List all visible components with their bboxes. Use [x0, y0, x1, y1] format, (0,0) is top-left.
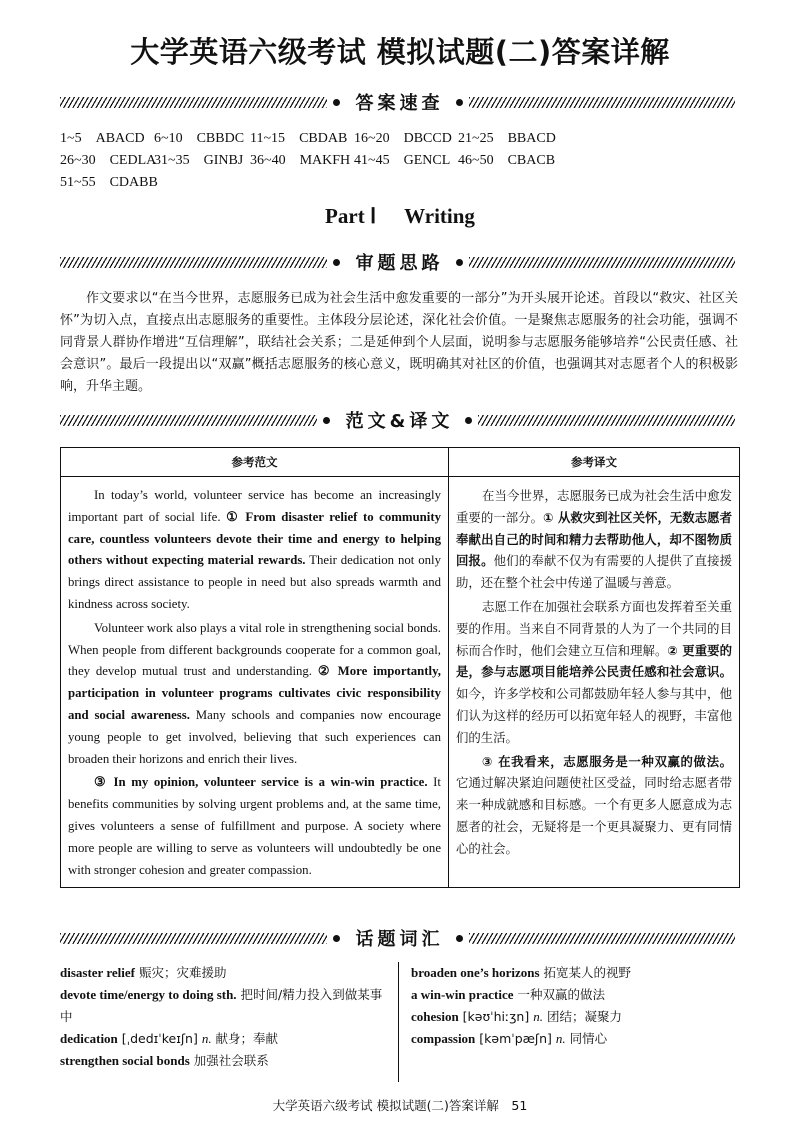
bullet-dot — [465, 417, 472, 424]
vocab-meaning: 拓宽某人的视野 — [539, 965, 632, 980]
bullet-dot — [333, 935, 340, 942]
question-range: 6~10 — [154, 131, 183, 146]
answer-row — [60, 150, 750, 172]
part-label: Part Ⅰ — [325, 204, 377, 228]
answer-group — [60, 172, 158, 194]
answer-row — [60, 128, 750, 150]
vocab-list — [60, 962, 740, 1082]
question-range: 51~55 — [60, 175, 96, 190]
bullet-dot — [323, 417, 330, 424]
translation-paragraph: 在当今世界，志愿服务已成为社会生活中愈发重要的一部分。① 从救灾到社区关怀，无数志愿者奉献出自己的时间和精力去帮助他人，却不图物质回报。他们的奉献不仅为有需要的人提供了直接援助，还在整个社会中传递了温暖与善意。 — [456, 488, 733, 591]
analysis-paragraph: 作文要求以“在当今世界，志愿服务已成为社会生活中愈发重要的一部分”为开头展开论述。首段以“救灾、社区关怀”为切入点，直接点出志愿服务的重要性。主体段分层论述，深化社会价值。一是聚焦志愿服务的社会功能，强调不同背景人群协作增进“互信理解”，联结社会关系；二是延伸到个人层面，说明参与志愿服务能够培养“公民责任感、社会意识”。最后一段提出以“双赢”概括志愿服务的核心意义，既明确其对社区的价值，也强调其对志愿者个人的积极影响，升华主题。 — [60, 291, 738, 394]
answer-group — [154, 150, 250, 172]
answer-letters: CEDLA — [109, 153, 157, 168]
analysis-heading — [60, 250, 735, 274]
question-range: 41~45 — [354, 153, 390, 168]
essay-table — [60, 447, 740, 888]
hatch-left — [60, 257, 327, 268]
vocab-term: a win-win practice — [411, 987, 514, 1002]
part-name: Writing — [404, 204, 475, 228]
answer-group — [250, 150, 354, 172]
vocab-phonetic: [kəʊˈhiːʒn] — [458, 1009, 534, 1024]
answer-letters: CBBDC — [196, 131, 245, 146]
answer-key-heading — [60, 90, 735, 114]
essay-paragraph: In today’s world, volunteer service has become an increasingly important part of social life. ① From disaster relief to community care, countless volunteers devote their time and energy to helping others without expecting material rewards. Their dedication not only brings direct assistance to people in need but also spreads warmth and kindness across society. — [68, 488, 441, 611]
vocab-part-of-speech: n. — [533, 1009, 543, 1024]
question-range: 26~30 — [60, 153, 96, 168]
question-range: 16~20 — [354, 131, 390, 146]
vocab-term: cohesion — [411, 1009, 459, 1024]
vocab-term: disaster relief — [60, 965, 135, 980]
answer-group — [354, 128, 458, 150]
question-range: 31~35 — [154, 153, 190, 168]
vocab-column-left — [60, 962, 399, 1082]
answer-grid — [60, 128, 750, 194]
vocab-entry — [60, 984, 390, 1028]
vocab-column-right — [399, 962, 731, 1082]
bullet-dot — [333, 259, 340, 266]
page-footer: 大学英语六级考试 模拟试题(二)答案详解 51 — [272, 1098, 528, 1113]
bullet-dot — [456, 935, 463, 942]
vocab-entry — [411, 1028, 731, 1050]
hatch-left — [60, 415, 317, 426]
essay-column-header-zh: 参考译文 — [449, 448, 740, 477]
answer-group — [250, 128, 354, 150]
essay-title: 范文&译文 — [345, 411, 454, 432]
vocab-meaning: 把时间/精力投入到做某事中 — [60, 987, 383, 1024]
question-range: 46~50 — [458, 153, 494, 168]
question-range: 36~40 — [250, 153, 286, 168]
vocab-title: 话题词汇 — [355, 929, 444, 950]
answer-letters: ABACD — [95, 131, 145, 146]
question-range: 11~15 — [250, 131, 286, 146]
essay-paragraph: Volunteer work also plays a vital role in strengthening social bonds. When people from different backgrounds cooperate for a common goal, they develop mutual trust and understanding. ② More importantly, participation in volunteer programs cultivates civic responsibility and social awareness. Many schools and companies now encourage young people to get involved, believing that such experiences can broaden their horizons and enrich their lives. — [68, 620, 441, 766]
vocab-meaning: 一种双赢的做法 — [513, 987, 606, 1002]
answer-letters: GENCL — [403, 153, 451, 168]
hatch-right — [478, 415, 735, 426]
vocab-entry — [60, 1028, 390, 1050]
hatch-right — [469, 97, 736, 108]
essay-paragraph: ③ In my opinion, volunteer service is a win-win practice. It benefits communities by solving urgent problems and, at the same time, gives volunteers a sense of fulfillment and purpose. A society where more people are willing to serve as volunteers will undoubtedly be one with stronger cohesion and greater compassion. — [68, 775, 441, 877]
vocab-term: broaden one’s horizons — [411, 965, 540, 980]
analysis-title: 审题思路 — [355, 253, 444, 274]
answer-group — [154, 128, 250, 150]
vocab-term: compassion — [411, 1031, 476, 1046]
answer-letters: CBACB — [507, 153, 556, 168]
answer-letters: CBDAB — [299, 131, 348, 146]
vocab-entry — [411, 1006, 731, 1028]
answer-group — [60, 150, 157, 172]
chinese-translation-cell — [449, 477, 740, 888]
vocab-entry — [60, 1050, 390, 1072]
hatch-left — [60, 933, 327, 944]
essay-column-header-en: 参考范文 — [61, 448, 449, 477]
hatch-right — [469, 933, 736, 944]
essay-heading — [60, 408, 735, 432]
vocab-meaning: 加强社会联系 — [189, 1053, 269, 1068]
bullet-dot — [456, 99, 463, 106]
answer-group — [60, 128, 154, 150]
vocab-heading — [60, 926, 735, 950]
bullet-dot — [456, 259, 463, 266]
answer-letters: BBACD — [507, 131, 556, 146]
question-range: 21~25 — [458, 131, 494, 146]
vocab-meaning: 献身；奉献 — [211, 1031, 279, 1046]
vocab-phonetic: [ˌdedɪˈkeɪʃn] — [117, 1031, 202, 1046]
answer-letters: GINBJ — [203, 153, 244, 168]
answer-letters: MAKFH — [299, 153, 351, 168]
vocab-entry — [411, 962, 731, 984]
question-range: 1~5 — [60, 131, 82, 146]
page-title: 大学英语六级考试 模拟试题(二)答案详解 — [130, 35, 670, 69]
answer-key-title: 答案速查 — [355, 93, 444, 114]
vocab-entry — [60, 962, 390, 984]
vocab-term: strengthen social bonds — [60, 1053, 190, 1068]
vocab-part-of-speech: n. — [555, 1031, 566, 1046]
vocab-entry — [411, 984, 731, 1006]
bullet-dot — [333, 99, 340, 106]
answer-letters: DBCCD — [403, 131, 452, 146]
vocab-part-of-speech: n. — [201, 1031, 212, 1046]
answer-group — [458, 150, 558, 172]
answer-group — [458, 128, 558, 150]
vocab-meaning: 同情心 — [565, 1031, 608, 1046]
translation-paragraph: ③ 在我看来，志愿服务是一种双赢的做法。它通过解决紧迫问题使社区受益，同时给志愿者带来一种成就感和目标感。一个有更多人愿意成为志愿者的社会，无疑将是一个更具凝聚力、更有同情心的社会。 — [456, 753, 732, 856]
english-essay-cell — [61, 477, 449, 888]
answer-row — [60, 172, 750, 194]
vocab-meaning: 团结；凝聚力 — [542, 1009, 622, 1024]
part-heading — [0, 204, 800, 229]
answer-letters: CDABB — [109, 175, 158, 190]
vocab-term: dedication — [60, 1031, 118, 1046]
vocab-term: devote time/energy to doing sth. — [60, 987, 237, 1002]
hatch-right — [469, 257, 736, 268]
translation-paragraph: 志愿工作在加强社会联系方面也发挥着至关重要的作用。当来自不同背景的人为了一个共同的目标而合作时，他们会建立互信和理解。② 更重要的是，参与志愿项目能培养公民责任感和社会意识。如今，许多学校和公司都鼓励年轻人参与其中，他们认为这样的经历可以拓宽年轻人的视野，丰富他们的生活。 — [456, 598, 732, 745]
vocab-phonetic: [kəmˈpæʃn] — [475, 1031, 556, 1046]
answer-group — [354, 150, 458, 172]
hatch-left — [60, 97, 327, 108]
vocab-meaning: 赈灾；灾难援助 — [134, 965, 227, 980]
